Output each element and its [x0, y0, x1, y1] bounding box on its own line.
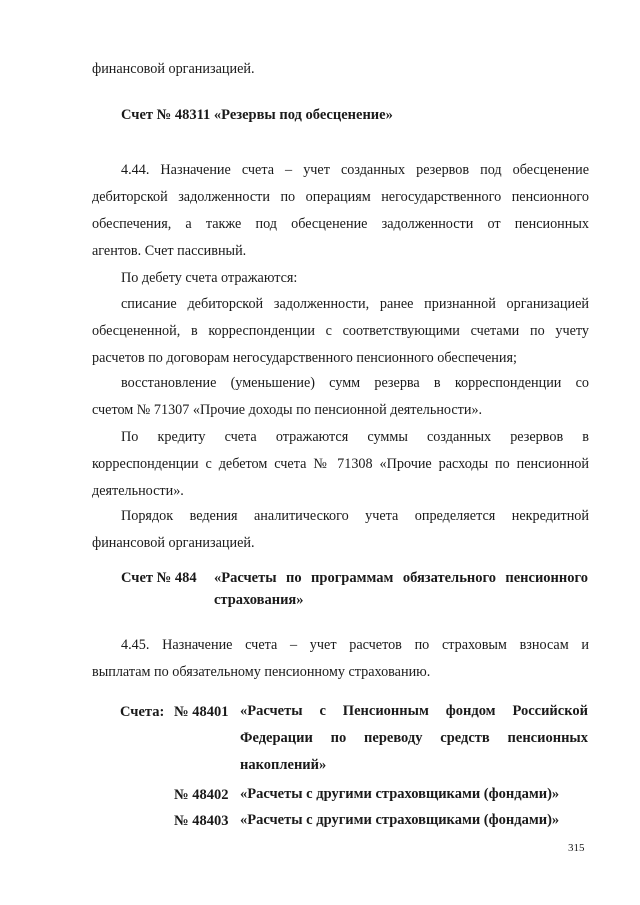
section-heading-code-484: Счет № 484 [121, 570, 197, 586]
account-code-48403: № 48403 [174, 813, 229, 829]
page-number: 315 [568, 842, 585, 854]
account-name-48403: «Расчеты с другими страховщиками (фондами)» [240, 812, 560, 828]
section-heading-48311: Счет № 48311 «Резервы под обесценение» [121, 107, 393, 123]
paragraph-4-44: 4.44. Назначение счета – учет созданных резервов под обесценение дебиторской задолженности по операциям негосударственного пенсионного обеспечения, а также под обесценение задолженности от пенсионных агентов. Счет пассивный. [92, 162, 589, 259]
accounts-label: Счета: [120, 704, 165, 720]
paragraph-restoration: восстановление (уменьшение) сумм резерва в корреспонденции со счетом № 71307 «Прочие доходы по пенсионной деятельности». [92, 375, 589, 418]
paragraph-4-45: 4.45. Назначение счета – учет расчетов по страховым взносам и выплатам по обязательному пенсионному страхованию. [92, 637, 589, 680]
account-name-48401: «Расчеты с Пенсионным фондом Российской Федерации по переводу средств пенсионных накоплений» [240, 703, 588, 773]
paragraph-fragment: финансовой организацией. [92, 61, 255, 77]
account-code-48402: № 48402 [174, 787, 229, 803]
paragraph-credit: По кредиту счета отражаются суммы созданных резервов в корреспонденции с дебетом счета № 71308 «Прочие расходы по пенсионной деятельности». [92, 429, 589, 499]
paragraph-analytics: Порядок ведения аналитического учета определяется некредитной финансовой организацией. [92, 508, 589, 551]
section-heading-title-484: «Расчеты по программам обязательного пенсионного страхования» [214, 570, 588, 608]
paragraph-writeoff: списание дебиторской задолженности, ранее признанной организацией обесцененной, в корреспонденции с соответствующими счетами по учету расчетов по договорам негосударственного пенсионного обеспечения; [92, 296, 589, 366]
paragraph-debit: По дебету счета отражаются: [121, 270, 298, 286]
account-code-48401: № 48401 [174, 704, 229, 720]
account-name-48402: «Расчеты с другими страховщиками (фондами)» [240, 786, 560, 802]
